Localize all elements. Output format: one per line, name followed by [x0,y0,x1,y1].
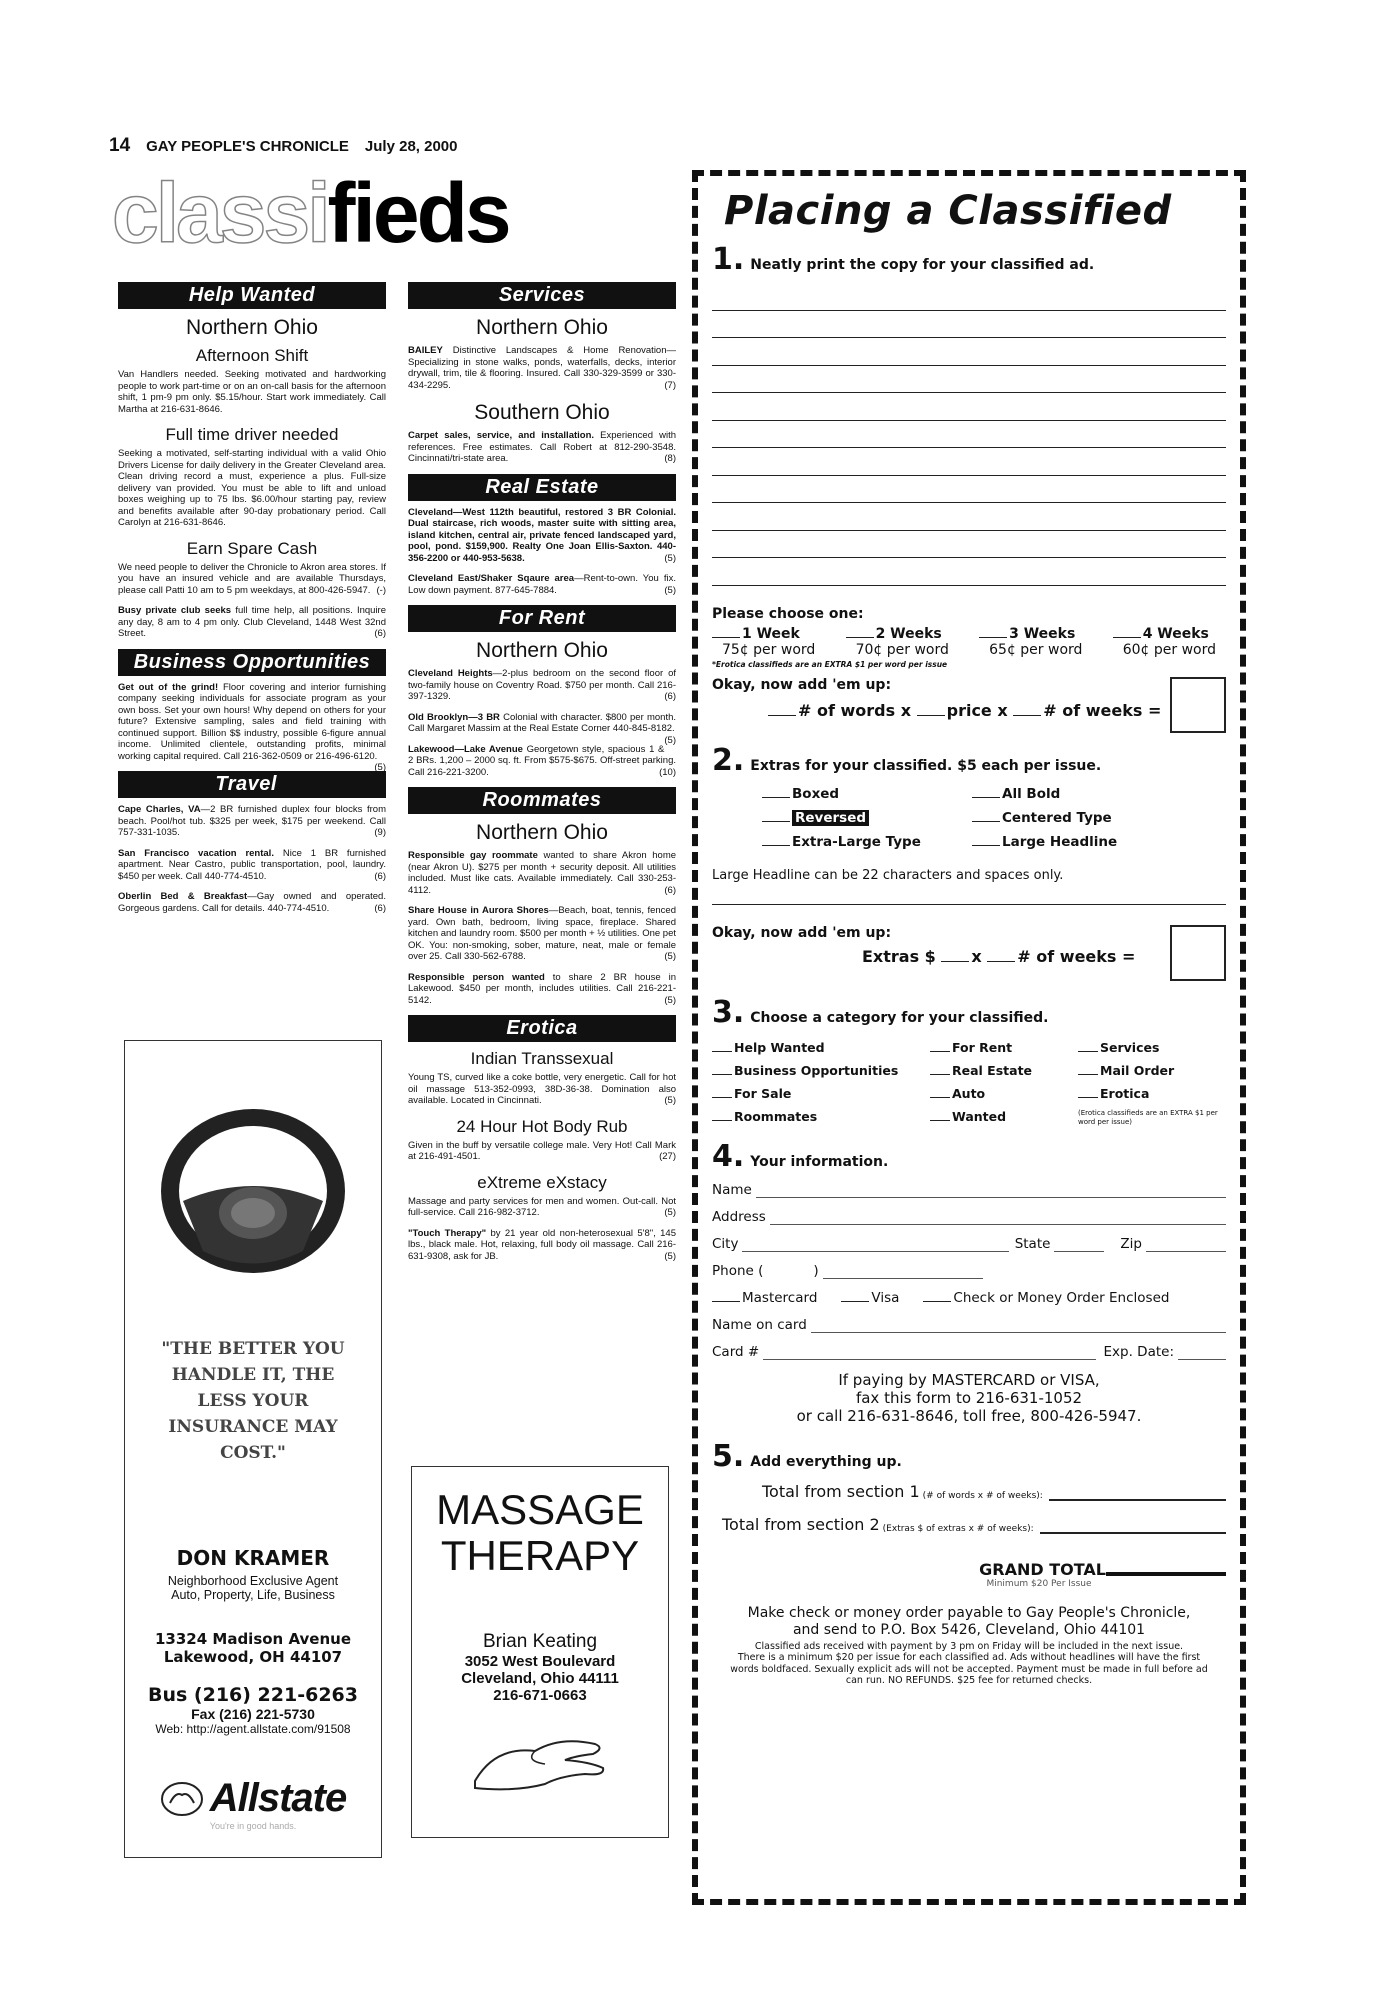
help-wanted-heading: Help Wanted [118,282,386,309]
ad-body: Experienced with references. Free estimates. Call Robert at 812-290-3548. Cincinnati/tri-state area. [408,430,676,464]
price-blank[interactable] [917,715,945,716]
payment-options [712,1290,1226,1306]
info-fields [712,1182,1226,1360]
allstate-display-ad [124,1040,382,1858]
ad-body: Given in the buff by versatile college male. Very Hot! Call Mark at 216-491-4501. [408,1139,676,1162]
extras-total-box[interactable] [1170,925,1226,981]
category-options [712,1040,1226,1127]
checkbox-blank[interactable] [930,1051,950,1052]
services-heading: Services [408,282,676,309]
checkbox-blank[interactable] [972,845,1000,846]
publication-name: GAY PEOPLE'S CHRONICLE [146,138,349,155]
extra-option[interactable] [972,810,1182,826]
classified-ad [408,668,676,703]
calc-weeks: # of weeks = [1017,946,1136,966]
help-wanted-region: Northern Ohio [186,316,318,339]
ad-title: Afternoon Shift [195,346,309,365]
step-number: 2. [712,742,745,778]
name-on-card-field[interactable] [712,1317,1226,1333]
services-region: Southern Ohio [474,401,610,424]
week-label: 2 Weeks [875,625,942,642]
classified-ad [118,681,387,773]
pay-note [712,1371,1226,1425]
classified-ad [408,972,676,1007]
mail-line: Make check or money order payable to Gay People's Chronicle, [747,1604,1191,1621]
checkbox-blank[interactable] [846,637,874,638]
extra-label-reversed: Reversed [792,810,869,826]
field-label: Name on card [712,1316,807,1333]
agent-address-1: 13324 Madison Avenue [154,1630,352,1648]
copy-line[interactable] [712,393,1226,421]
allstate-brand: Allstate [209,1776,347,1820]
ad-body: Nice 1 BR furnished apartment. Near Castro, public transportation, pool, laundry. $450 per week. Call 440-774-4510. [118,847,387,882]
copy-line[interactable] [712,503,1226,531]
category-option[interactable] [930,1063,1078,1078]
copy-line[interactable] [712,448,1226,476]
ad-body: Georgetown style, spacious 1 & 2 BRs. 1,200 – 2000 sq. ft. From $575-$675. Off-street parking. Call 216-221-3200. [408,743,676,778]
classified-ad [118,605,386,640]
ad-body: Van Handlers needed. Seeking motivated and hardworking people to work part-time or on an on-call basis for the afternoon shift, 1 pm-9 pm only. $5.15/hour. Start work immediately. Call Martha at 216-631-8646. [118,369,386,415]
grand-total-row[interactable] [712,1560,1226,1579]
payment-option[interactable] [923,1290,1169,1306]
extra-option[interactable] [762,834,972,850]
payment-label: Mastercard [742,1289,818,1306]
week-price: 70¢ per word [855,641,949,658]
ad-lead: Cape Charles, VA [118,804,201,815]
classified-ad [118,804,386,839]
address-field[interactable] [712,1209,1226,1225]
agent-web: Web: http://agent.allstate.com/91508 [155,1722,351,1736]
step-label: Choose a category for your classified. [750,1009,1049,1026]
week-option[interactable] [712,626,815,658]
ad-number: (6) [374,628,386,639]
category-label: For Sale [734,1085,792,1101]
field-label: Phone ( [712,1262,764,1279]
category-option[interactable] [712,1086,930,1101]
column-2 [408,282,676,1271]
total-2-row[interactable] [722,1515,1226,1534]
calc-row-1 [712,677,1226,733]
week-label: 1 Week [742,625,800,642]
travel-heading: Travel [118,771,386,798]
calc-times: x [971,946,982,966]
ad-lead: Lakewood—Lake Avenue [408,743,523,755]
fine-line: Classified ads received with payment by 3 pm on Friday will be included in the next issue. [754,1640,1184,1652]
ad-number: (5) [664,1250,676,1262]
checkbox-blank[interactable] [712,637,740,638]
hand-icon [465,1726,615,1796]
classified-ad [408,711,677,746]
checkbox-blank[interactable] [1078,1051,1098,1052]
ad-number: (6) [664,884,676,896]
copy-line[interactable] [712,311,1226,339]
erotica-note: *Erotica classifieds are an EXTRA $1 per word per issue [712,659,948,669]
weeks-options [712,626,1226,658]
step-3 [712,995,1226,1030]
checkbox-blank[interactable] [762,845,790,846]
category-label: Auto [952,1085,986,1101]
category-option[interactable] [1078,1086,1226,1101]
grand-total-label: GRAND TOTAL [979,1559,1106,1579]
ad-lead: Responsible person wanted [408,971,545,983]
ad-body: —Rent-to-own. You fix. Low down payment. 877-645-7884. [408,573,676,596]
week-label: 3 Weeks [1009,625,1076,642]
ad-number: (6) [664,691,676,702]
step-label: Neatly print the copy for your classified ad. [750,257,1095,273]
card-number-field[interactable] [712,1344,1226,1360]
massage-name: Brian Keating [482,1631,598,1652]
agent-phone: Bus (216) 221-6263 [147,1684,358,1706]
classified-ad [408,345,676,391]
category-option[interactable] [712,1109,930,1127]
ad-lead: "Touch Therapy" [408,1227,487,1239]
services-region: Northern Ohio [476,316,608,339]
ad-body: wanted to share Akron home (near Akron U). $275 per month + security deposit. All utilities included. Must like cats. Available immediately. Call 330-253-4112. [408,850,677,896]
category-note: (Erotica classifieds are an EXTRA $1 per word per issue) [1078,1108,1218,1126]
field-label: Name [712,1181,752,1198]
ad-title: Indian Transsexual [470,1049,614,1068]
massage-title: MASSAGE THERAPY [436,1486,644,1579]
ad-body: —2-plus bedroom on the second floor of two-family house on Coventry Road. $750 per month. Call 216-397-1329. [408,668,677,702]
category-label: Mail Order [1100,1062,1175,1078]
allstate-slogan: "THE BETTER YOU HANDLE IT, THE LESS YOUR INSURANCE MAY COST." [161,1339,345,1463]
steering-wheel-icon [153,1101,353,1281]
mail-instructions [712,1605,1226,1639]
masthead-bold: fieds [327,166,509,260]
massage-address: 3052 West Boulevard [464,1653,616,1670]
ad-body: Seeking a motivated, self-starting individual with a valid Ohio Drivers License for daily delivery in the Greater Cleveland area. Clean driving record a must, experience a plus. Full-size delivery van provided. You must be able to lift and unload boxes weighing up to 75 lbs. $6.00/hour starting pay, review and benefits available after 90-day probationary period. Call Carolyn at 216-631-8646. [118,448,386,528]
ad-lead: Share House in Aurora Shores [408,905,549,916]
extra-option[interactable] [972,786,1182,802]
week-price: 65¢ per word [989,641,1083,658]
ad-body: —Gay owned and operated. Gorgeous gardens. Call for details. 440-774-4510. [118,891,386,914]
ad-title: Earn Spare Cash [186,538,318,558]
headline-note: Large Headline can be 22 characters and spaces only. [712,867,1064,883]
payment-option[interactable] [841,1290,899,1306]
field-label: City [712,1235,739,1252]
total-1-row[interactable] [762,1482,1226,1501]
checkbox-blank[interactable] [1078,1097,1098,1098]
words-blank[interactable] [768,715,796,716]
form-title: Placing a Classified [724,188,1172,234]
ad-number: (10) [659,766,676,778]
fine-line: There is a minimum $20 per issue for each classified ad. Ads without headlines will have the first words boldfaced. Sexually explicit ads will not be accepted. Payment must be made in full before ad can run. NO REFUNDS. $25 fee for returned checks. [730,1652,1208,1686]
ad-body: to share 2 BR house in Lakewood. $450 per month, includes utilities. Call 216-221-5142. [408,971,676,1006]
ad-body: Colonial with character. $800 per month. Call Margaret Massim at the Real Estate Corner 440-845-8182. [408,711,677,734]
payment-option[interactable] [712,1290,817,1306]
ad-lead: Get out of the grind! [118,681,219,693]
ad-title: Full time driver needed [165,425,339,444]
ad-body: Young TS, curved like a coke bottle, very energetic. Call for hot oil massage 513-352-0993, 38D-36-38. Domination also available. Located in Cincinnati. [408,1072,676,1106]
classified-ad [408,1228,676,1263]
week-label: 4 Weeks [1142,625,1209,642]
checkbox-blank[interactable] [972,797,1000,798]
weeks-blank[interactable] [987,961,1015,962]
step-1 [712,242,1226,277]
ad-number: (5) [374,762,386,773]
step-5 [712,1439,1226,1474]
name-field[interactable] [712,1182,1226,1198]
category-label: For Rent [952,1039,1013,1055]
calc-price: price x [946,700,1008,720]
extra-option[interactable] [972,834,1182,850]
pay-note-line: or call 216-631-8646, toll free, 800-426-5947. [796,1406,1142,1425]
fine-print [712,1641,1226,1687]
copy-line[interactable] [712,338,1226,366]
ad-lead: Responsible gay roommate [408,850,538,861]
checkbox-blank[interactable] [712,1051,732,1052]
okay-label: Okay, now add 'em up: [712,924,892,941]
extras-options [762,786,1226,850]
city-state-zip-field[interactable] [712,1236,1226,1252]
payment-label: Check or Money Order Enclosed [953,1289,1170,1306]
ad-lead: Carpet sales, service, and installation. [408,430,595,441]
checkbox-blank[interactable] [841,1301,869,1302]
calc-row-2 [712,925,1226,981]
business-heading: Business Opportunities [118,649,386,676]
for-rent-region: Northern Ohio [476,639,608,662]
ad-lead: BAILEY [408,345,443,356]
total-note: (Extras $ of extras x # of weeks): [882,1523,1034,1534]
classified-ad [408,905,676,963]
ad-body: —Beach, boat, tennis, fenced yard. Own bath, bedroom, living space, fireplace. Shared kitchen and laundry room. $500 per month + ½ utilities. One pet OK. You: non-smoking, sober, mature, neat, male or female over 25. Call 330-562-6788. [408,905,677,962]
calc-words: # of words x [798,700,912,720]
copy-line[interactable] [712,531,1226,559]
classified-ad [408,507,676,565]
ad-lead: Cleveland East/Shaker Sqaure area [408,573,575,584]
ad-number: (27) [659,1151,676,1162]
classified-ad [118,562,386,597]
classified-ad [408,744,676,779]
classified-ad [408,850,676,896]
page-number: 14 [109,135,131,156]
extra-label: Extra-Large Type [792,833,921,850]
ad-lead: Oberlin Bed & Breakfast [118,891,248,902]
ad-number: (7) [664,379,676,391]
checkbox-blank[interactable] [972,821,1000,822]
ad-number: (5) [664,1095,676,1106]
category-option[interactable] [712,1040,930,1055]
checkbox-blank[interactable] [1078,1074,1098,1075]
ad-body: full time help, all positions. Inquire any day, 8 am to 4 pm only. Club Cleveland, 1448 West 32nd Street. [118,605,387,639]
massage-city: Cleveland, Ohio 44111 [461,1670,619,1687]
agent-address-2: Lakewood, OH 44107 [163,1648,343,1666]
real-estate-heading: Real Estate [408,474,676,501]
copy-line[interactable] [712,476,1226,504]
mail-line: and send to P.O. Box 5426, Cleveland, Ohio 44101 [792,1621,1146,1638]
ad-number: (6) [374,870,386,882]
field-label: Address [712,1208,766,1225]
checkbox-blank[interactable] [930,1074,950,1075]
category-label: Wanted [952,1108,1007,1124]
choose-label: Please choose one: [712,605,864,622]
weeks-blank[interactable] [1013,715,1041,716]
copy-line[interactable] [712,558,1226,586]
copy-line[interactable] [712,421,1226,449]
total-label: Total from section 2 [722,1514,880,1534]
step-label: Your information. [750,1153,889,1170]
category-option[interactable] [1078,1063,1226,1078]
issue-date: July 28, 2000 [364,138,458,155]
week-price: 60¢ per word [1122,641,1216,658]
classified-ad [408,573,676,596]
ad-title: 24 Hour Hot Body Rub [456,1116,628,1136]
ad-number: (5) [664,734,676,746]
extra-option[interactable] [762,786,972,802]
checkbox-blank[interactable] [712,1097,732,1098]
classified-ad [408,1140,676,1163]
ad-copy-lines[interactable] [712,283,1226,586]
ad-title: eXtreme eXstacy [477,1172,607,1192]
week-option[interactable] [1113,626,1216,658]
agent-name: DON KRAMER [176,1546,330,1570]
category-option[interactable] [930,1109,1078,1127]
allstate-tagline: You're in good hands. [209,1821,297,1831]
agent-fax: Fax (216) 221-5730 [191,1706,315,1722]
classified-ad [118,891,386,914]
ad-body: We need people to deliver the Chronicle to Akron area stores. If you have an insured vehicle and are available Thursdays, please call Patti 10 am to 5 pm weekdays, at 800-426-5947. [118,561,386,596]
category-option[interactable] [712,1063,930,1078]
agent-lines: Auto, Property, Life, Business [171,1588,335,1602]
category-option[interactable] [930,1040,1078,1055]
category-label: Roommates [734,1108,818,1124]
ad-number: (-) [376,584,386,596]
step-2 [712,743,1226,778]
total-label: Total from section 1 [762,1481,920,1501]
payment-label: Visa [871,1289,900,1306]
checkbox-blank[interactable] [930,1097,950,1098]
ad-lead: Cleveland Heights [408,668,493,679]
headline-line[interactable] [712,883,1226,905]
checkbox-blank[interactable] [712,1120,732,1121]
ad-number: (5) [664,584,676,596]
ad-number: (6) [374,902,386,914]
masthead-faded: classi [112,166,328,260]
checkbox-blank[interactable] [923,1301,951,1302]
calc-extras: Extras $ [862,946,936,966]
week-option[interactable] [846,626,949,658]
ad-body: Distinctive Landscapes & Home Renovation—Specializing in stone walks, ponds, waterfalls, decks, interior drywall, trim, tile & flooring. Insured. Call 330-329-3599 or 330-434-2295. [408,345,677,391]
week-price: 75¢ per word [722,641,816,658]
week-option[interactable] [979,626,1082,658]
erotica-heading: Erotica [408,1015,676,1042]
copy-line[interactable] [712,283,1226,311]
ad-number: (5) [664,552,676,564]
ad-lead: San Francisco vacation rental. [118,847,274,859]
masthead [112,168,509,258]
ad-number: (8) [664,453,676,464]
field-label: Card # [712,1343,760,1360]
checkbox-blank[interactable] [930,1120,950,1121]
subtotal-box[interactable] [1170,677,1226,733]
roommates-region: Northern Ohio [476,821,608,844]
classified-ad [408,1196,676,1219]
category-label: Erotica [1100,1085,1150,1101]
category-label: Help Wanted [734,1039,825,1055]
category-label: Real Estate [952,1062,1033,1078]
checkbox-blank[interactable] [1113,637,1141,638]
massage-phone: 216-671-0663 [493,1687,587,1704]
ad-body: Massage and party services for men and women. Out-call. Not full-service. Call 216-982-3712. [408,1195,676,1218]
ad-body: by 21 year old non-heterosexual 5'8", 145 lbs., black male. Hot, relaxing, full body oil massage. Call 216-631-9308, ask for JB. [408,1227,676,1262]
checkbox-blank[interactable] [712,1301,740,1302]
okay-label: Okay, now add 'em up: [712,676,892,693]
massage-display-ad [411,1466,669,1838]
ad-lead: Old Brooklyn—3 BR [408,711,500,723]
step-label: Extras for your classified. $5 each per issue. [750,757,1102,774]
phone-field[interactable] [712,1263,1226,1279]
classified-ad [118,848,386,883]
extra-option[interactable] [762,810,972,826]
good-hands-icon [160,1781,204,1817]
checkbox-blank[interactable] [979,637,1007,638]
extra-label: Large Headline [1002,833,1118,850]
ad-body: Floor covering and interior furnishing company seeking individuals for associate program as your own boss. Set your own hours! Why depend on others for your future? Extensive sampling, sales and field training with continued support. Billion $$ industry, possible 6-figure annual income. Unlimited clientele, outstanding profits, minimal working capital required. Call 216-362-0509 or 216-496-6120. [118,681,387,762]
calc-weeks: # of weeks = [1043,700,1162,720]
for-rent-heading: For Rent [408,605,676,632]
field-label: Exp. Date: [1103,1343,1174,1360]
step-number: 5. [712,1438,745,1474]
category-label: Services [1100,1039,1160,1055]
category-label: Business Opportunities [734,1062,899,1078]
page-header [109,135,458,157]
checkbox-blank[interactable] [762,797,790,798]
classified-ad [408,430,676,465]
placing-classified-form [712,188,1226,1687]
ad-number: (5) [664,1207,676,1218]
step-number: 3. [712,994,745,1030]
copy-line[interactable] [712,366,1226,394]
ad-body: —2 BR furnished duplex four blocks from beach. Pool/hot tub. $325 per week, $175 per weekend. Call 757-331-1035. [118,804,386,838]
field-label: ) [813,1262,819,1279]
ad-number: (5) [664,994,676,1006]
extra-label: Centered Type [1002,809,1112,826]
step-label: Add everything up. [750,1453,902,1470]
ad-lead: Cleveland—West 112th beautiful, restored 3 BR Colonial. Dual staircase, rich woods, master suite with sitting area, island kitchen, central air, private fenced landscaped yard, pool, pond. $159,900. Realty One Joan Ellis-Saxton. 440-356-2200 or 440-953-5638. [408,506,676,564]
checkbox-blank[interactable] [712,1074,732,1075]
ad-lead: Busy private club seeks [118,605,232,616]
step-number: 1. [712,242,745,277]
pay-note-line: If paying by MASTERCARD or VISA, [838,1370,1100,1389]
field-label: State [1014,1235,1051,1252]
classified-ad [408,1072,676,1107]
minimum-note: Minimum $20 Per Issue [986,1578,1092,1589]
column-1 [118,282,386,923]
pay-note-line: fax this form to 216-631-1052 [855,1388,1083,1407]
category-option[interactable] [1078,1040,1226,1055]
allstate-logo [125,1776,381,1821]
checkbox-blank[interactable] [762,821,790,822]
field-label: Zip [1120,1235,1142,1252]
step-4 [712,1139,1226,1174]
ad-number: (5) [664,951,676,962]
roommates-heading: Roommates [408,787,676,814]
category-option[interactable] [930,1086,1078,1101]
extra-label: All Bold [1002,785,1061,802]
step-number: 4. [712,1138,745,1174]
extra-label: Boxed [792,785,840,802]
total-note: (# of words x # of weeks): [922,1490,1043,1501]
agent-title: Neighborhood Exclusive Agent [167,1574,339,1588]
ad-number: (9) [374,827,386,838]
extras-blank[interactable] [941,961,969,962]
